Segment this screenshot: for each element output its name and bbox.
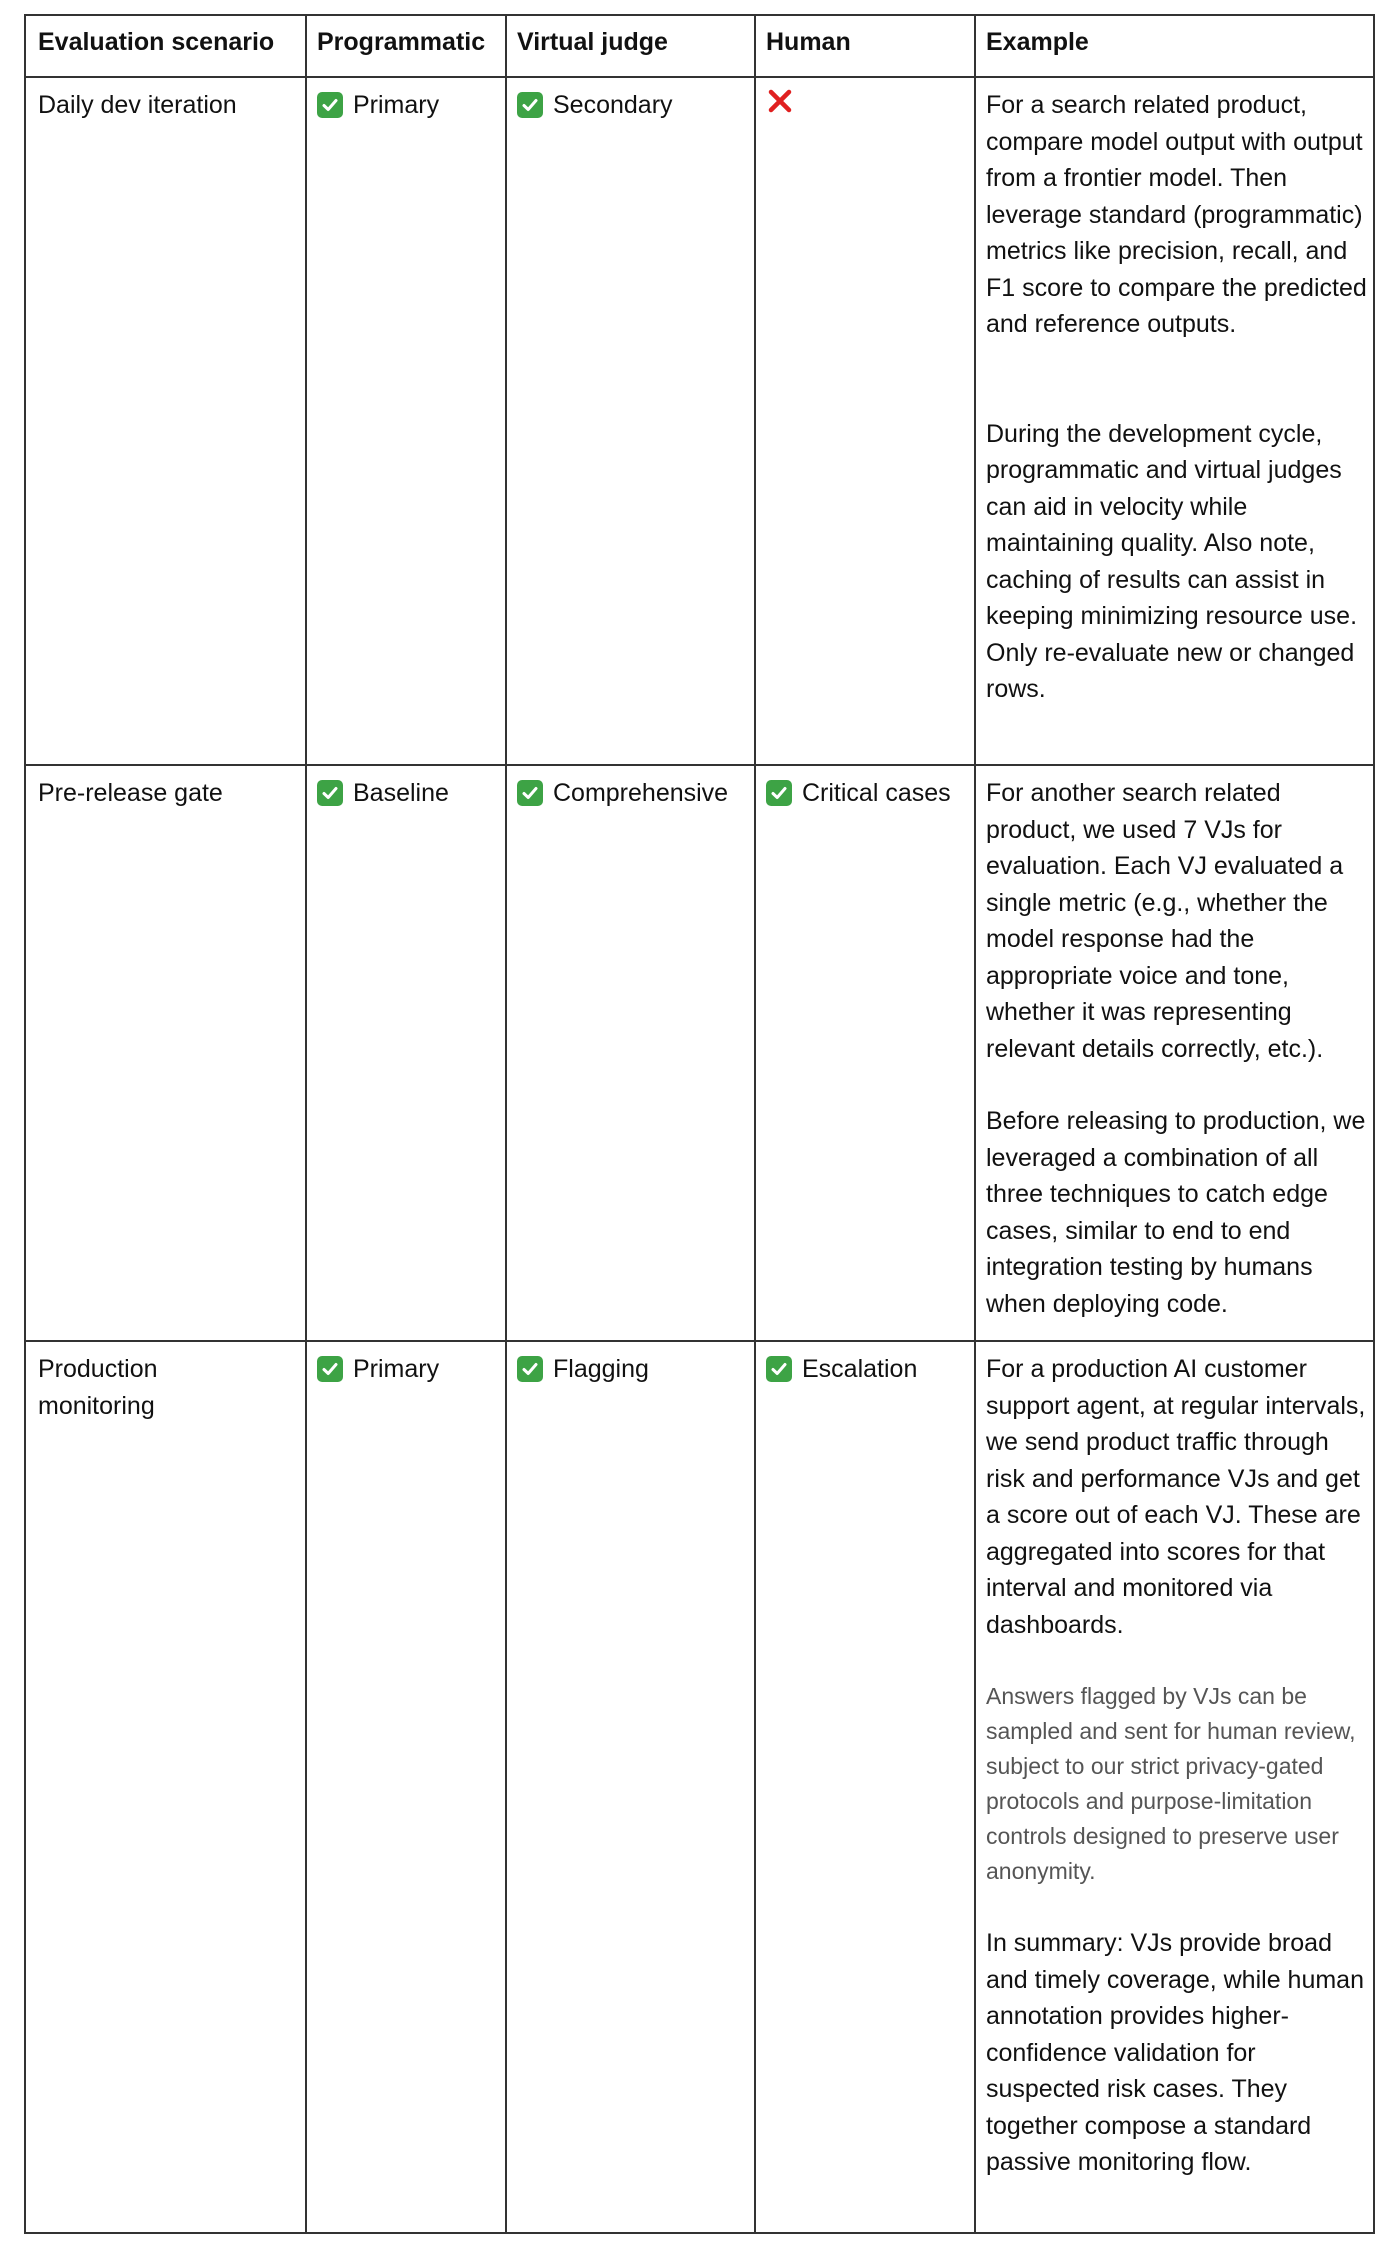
virtual-judge-status [517,1351,747,1388]
row-divider [26,764,1373,766]
column-divider [754,16,756,2232]
check-icon [317,1356,343,1382]
check-icon [517,92,543,118]
example-cell [986,87,1371,708]
example-paragraph: For another search related product, we used 7 VJs for evaluation. Each VJ evaluated a single metric (e.g., whether the model response had the appropriate voice and tone, whether it was representing relevant details correctly, etc.). [986,779,1344,1063]
programmatic-status [317,1351,502,1388]
check-icon [317,92,343,118]
example-paragraph: For a search related product, compare model output with output from a frontier model. Then leverage standard (programmatic) metrics like precision, recall, and F1 score to compare the predicted and reference outputs. [986,91,1367,338]
status-label: Critical cases [802,779,951,807]
status-label: Primary [353,91,440,119]
status-label: Baseline [353,779,449,807]
column-divider [305,16,307,2232]
virtual-judge-status [517,775,747,812]
example-note-paragraph: Answers flagged by VJs can be sampled and sent for human review, subject to our strict privacy-gated protocols and purpose-limitation controls designed to preserve user anonymity. [986,1683,1356,1884]
header-evaluation-scenario: Evaluation scenario [38,28,275,56]
human-status [766,775,971,812]
example-paragraph: For a production AI customer support agent, at regular intervals, we send product traffic through risk and performance VJs and get a score out of each VJ. These are aggregated into scores for that interval and monitored via dashboards. [986,1355,1366,1639]
check-icon [766,1356,792,1382]
programmatic-status [317,87,502,124]
check-icon [517,1356,543,1382]
example-paragraph: In summary: VJs provide broad and timely coverage, while human annotation provides higher-confidence validation for suspected risk cases. They together compose a standard passive monitoring flow. [986,1929,1364,2176]
check-icon [517,780,543,806]
check-icon [317,780,343,806]
human-status [766,87,966,115]
programmatic-status [317,775,502,812]
cross-icon [766,87,794,115]
example-paragraph: Before releasing to production, we leveraged a combination of all three techniques to catch edge cases, similar to end to end integration testing by humans when deploying code. [986,1107,1366,1318]
status-label: Secondary [553,91,673,119]
row-divider [26,76,1373,78]
row-divider [26,1340,1373,1342]
header-virtual-judge: Virtual judge [517,28,668,56]
example-cell [986,1351,1371,2181]
status-label: Escalation [802,1355,918,1383]
evaluation-table [24,14,1375,2234]
header-example: Example [986,28,1089,56]
column-divider [974,16,976,2232]
header-human: Human [766,28,851,56]
example-cell [986,775,1371,1322]
column-divider [505,16,507,2232]
table-row-scenario: Pre-release gate [38,779,223,807]
header-programmatic: Programmatic [317,28,486,56]
status-label: Flagging [553,1355,649,1383]
table-row-scenario: Daily dev iteration [38,91,237,119]
status-label: Primary [353,1355,440,1383]
status-label: Comprehensive [553,779,729,807]
virtual-judge-status [517,87,747,124]
table-row-scenario: Production monitoring [38,1355,158,1420]
check-icon [766,780,792,806]
example-paragraph: During the development cycle, programmatic and virtual judges can aid in velocity while maintaining quality. Also note, caching of results can assist in keeping minimizing resource use. Only re-evaluate new or changed rows. [986,419,1358,703]
human-status [766,1351,971,1388]
